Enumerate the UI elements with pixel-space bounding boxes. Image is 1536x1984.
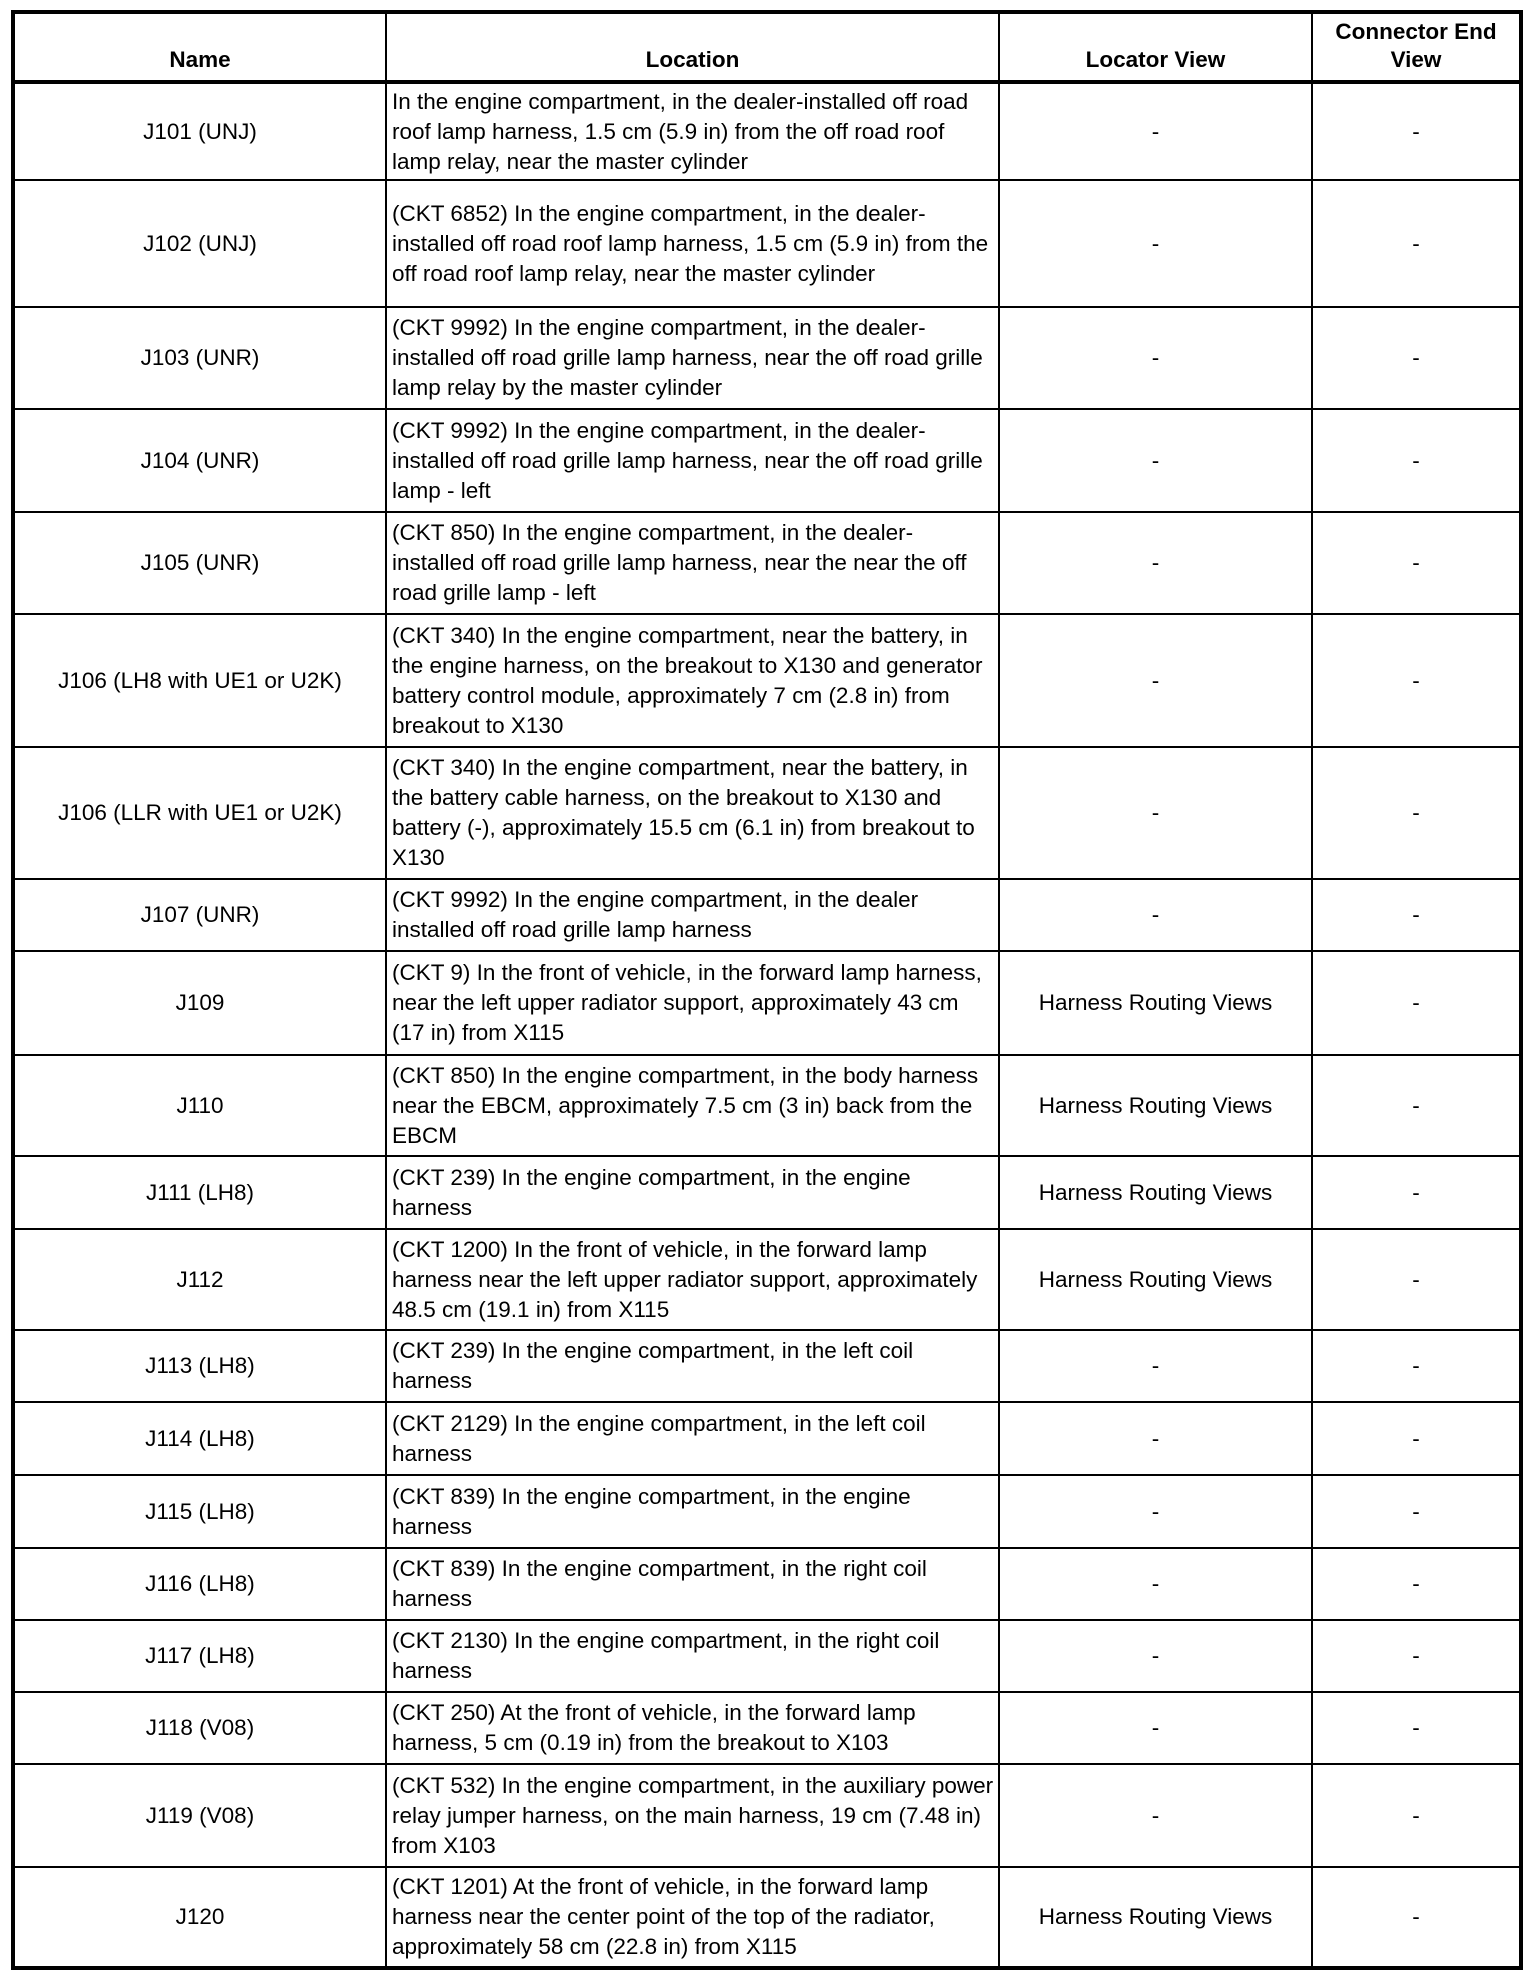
table-row [13,82,1521,180]
cell-locator-view: - [999,180,1312,307]
splice-location-table [11,10,1523,1970]
cell-name: J118 (V08) [13,1692,386,1764]
cell-location: (CKT 239) In the engine compartment, in the engine harness [386,1156,999,1229]
cell-locator-view-link[interactable]: Harness Routing Views [999,951,1312,1055]
table-row [13,1156,1521,1229]
cell-name: J103 (UNR) [13,307,386,409]
cell-name: J119 (V08) [13,1764,386,1867]
cell-location: (CKT 839) In the engine compartment, in the right coil harness [386,1548,999,1620]
table-row [13,307,1521,409]
header-locator-view: Locator View [999,12,1312,82]
cell-connector-end-view: - [1312,879,1521,951]
cell-connector-end-view: - [1312,1330,1521,1402]
cell-connector-end-view: - [1312,307,1521,409]
table-row [13,951,1521,1055]
cell-connector-end-view: - [1312,82,1521,180]
cell-name: J115 (LH8) [13,1475,386,1548]
cell-location: (CKT 9992) In the engine compartment, in the dealer installed off road grille lamp harness [386,879,999,951]
cell-name: J102 (UNJ) [13,180,386,307]
cell-name: J120 [13,1867,386,1968]
cell-locator-view: - [999,409,1312,512]
table-row [13,1620,1521,1692]
cell-connector-end-view: - [1312,614,1521,747]
cell-name: J105 (UNR) [13,512,386,614]
table-row [13,1475,1521,1548]
cell-location: (CKT 1200) In the front of vehicle, in the forward lamp harness near the left upper radiator support, approximately 48.5 cm (19.1 in) from X115 [386,1229,999,1330]
cell-name: J104 (UNR) [13,409,386,512]
cell-name: J111 (LH8) [13,1156,386,1229]
cell-connector-end-view: - [1312,1764,1521,1867]
cell-locator-view: - [999,1402,1312,1475]
cell-connector-end-view: - [1312,1156,1521,1229]
cell-connector-end-view: - [1312,1548,1521,1620]
cell-location: (CKT 340) In the engine compartment, near the battery, in the engine harness, on the breakout to X130 and generator battery control module, approximately 7 cm (2.8 in) from breakout to X130 [386,614,999,747]
table-header-row [13,12,1521,82]
cell-connector-end-view: - [1312,1867,1521,1968]
table-row [13,1229,1521,1330]
cell-name: J106 (LH8 with UE1 or U2K) [13,614,386,747]
cell-connector-end-view: - [1312,1692,1521,1764]
cell-location: (CKT 6852) In the engine compartment, in the dealer-installed off road roof lamp harness, 1.5 cm (5.9 in) from the off road roof lamp relay, near the master cylinder [386,180,999,307]
table-row [13,180,1521,307]
cell-locator-view: - [999,879,1312,951]
table-row [13,614,1521,747]
cell-connector-end-view: - [1312,1620,1521,1692]
cell-location: (CKT 9) In the front of vehicle, in the forward lamp harness, near the left upper radiator support, approximately 43 cm (17 in) from X115 [386,951,999,1055]
cell-locator-view-link[interactable]: Harness Routing Views [999,1867,1312,1968]
header-connector-end-view: Connector End View [1312,12,1521,82]
table-row [13,1692,1521,1764]
cell-connector-end-view: - [1312,1475,1521,1548]
cell-name: J114 (LH8) [13,1402,386,1475]
cell-name: J106 (LLR with UE1 or U2K) [13,747,386,879]
cell-name: J113 (LH8) [13,1330,386,1402]
cell-location: In the engine compartment, in the dealer-installed off road roof lamp harness, 1.5 cm (5.9 in) from the off road roof lamp relay, near the master cylinder [386,82,999,180]
cell-locator-view: - [999,1620,1312,1692]
cell-locator-view-link[interactable]: Harness Routing Views [999,1229,1312,1330]
cell-name: J112 [13,1229,386,1330]
cell-locator-view: - [999,82,1312,180]
cell-connector-end-view: - [1312,747,1521,879]
cell-locator-view: - [999,1692,1312,1764]
cell-connector-end-view: - [1312,1402,1521,1475]
cell-locator-view: - [999,1764,1312,1867]
cell-connector-end-view: - [1312,409,1521,512]
table-row [13,1055,1521,1156]
cell-locator-view: - [999,1548,1312,1620]
cell-name: J101 (UNJ) [13,82,386,180]
cell-name: J117 (LH8) [13,1620,386,1692]
table-row [13,1764,1521,1867]
cell-locator-view: - [999,1475,1312,1548]
cell-location: (CKT 2129) In the engine compartment, in the left coil harness [386,1402,999,1475]
header-location: Location [386,12,999,82]
cell-location: (CKT 239) In the engine compartment, in the left coil harness [386,1330,999,1402]
cell-locator-view: - [999,1330,1312,1402]
cell-connector-end-view: - [1312,180,1521,307]
cell-location: (CKT 9992) In the engine compartment, in the dealer-installed off road grille lamp harness, near the off road grille lamp relay by the master cylinder [386,307,999,409]
cell-location: (CKT 2130) In the engine compartment, in the right coil harness [386,1620,999,1692]
table-row [13,1402,1521,1475]
cell-location: (CKT 850) In the engine compartment, in the dealer-installed off road grille lamp harness, near the near the off road grille lamp - left [386,512,999,614]
cell-connector-end-view: - [1312,1055,1521,1156]
cell-location: (CKT 839) In the engine compartment, in the engine harness [386,1475,999,1548]
cell-location: (CKT 1201) At the front of vehicle, in the forward lamp harness near the center point of the top of the radiator, approximately 58 cm (22.8 in) from X115 [386,1867,999,1968]
cell-locator-view: - [999,307,1312,409]
cell-location: (CKT 250) At the front of vehicle, in the forward lamp harness, 5 cm (0.19 in) from the breakout to X103 [386,1692,999,1764]
cell-locator-view: - [999,512,1312,614]
cell-locator-view: - [999,614,1312,747]
cell-name: J110 [13,1055,386,1156]
header-name: Name [13,12,386,82]
table-row [13,1548,1521,1620]
table-row [13,512,1521,614]
cell-name: J107 (UNR) [13,879,386,951]
table-row [13,1867,1521,1968]
cell-connector-end-view: - [1312,512,1521,614]
table-row [13,747,1521,879]
cell-connector-end-view: - [1312,1229,1521,1330]
table-row [13,1330,1521,1402]
cell-location: (CKT 532) In the engine compartment, in the auxiliary power relay jumper harness, on the main harness, 19 cm (7.48 in) from X103 [386,1764,999,1867]
cell-location: (CKT 850) In the engine compartment, in the body harness near the EBCM, approximately 7.5 cm (3 in) back from the EBCM [386,1055,999,1156]
cell-locator-view-link[interactable]: Harness Routing Views [999,1055,1312,1156]
cell-locator-view-link[interactable]: Harness Routing Views [999,1156,1312,1229]
cell-connector-end-view: - [1312,951,1521,1055]
cell-name: J109 [13,951,386,1055]
cell-location: (CKT 9992) In the engine compartment, in the dealer-installed off road grille lamp harness, near the off road grille lamp - left [386,409,999,512]
table-row [13,879,1521,951]
cell-name: J116 (LH8) [13,1548,386,1620]
cell-locator-view: - [999,747,1312,879]
table-row [13,409,1521,512]
cell-location: (CKT 340) In the engine compartment, near the battery, in the battery cable harness, on the breakout to X130 and battery (-), approximately 15.5 cm (6.1 in) from breakout to X130 [386,747,999,879]
